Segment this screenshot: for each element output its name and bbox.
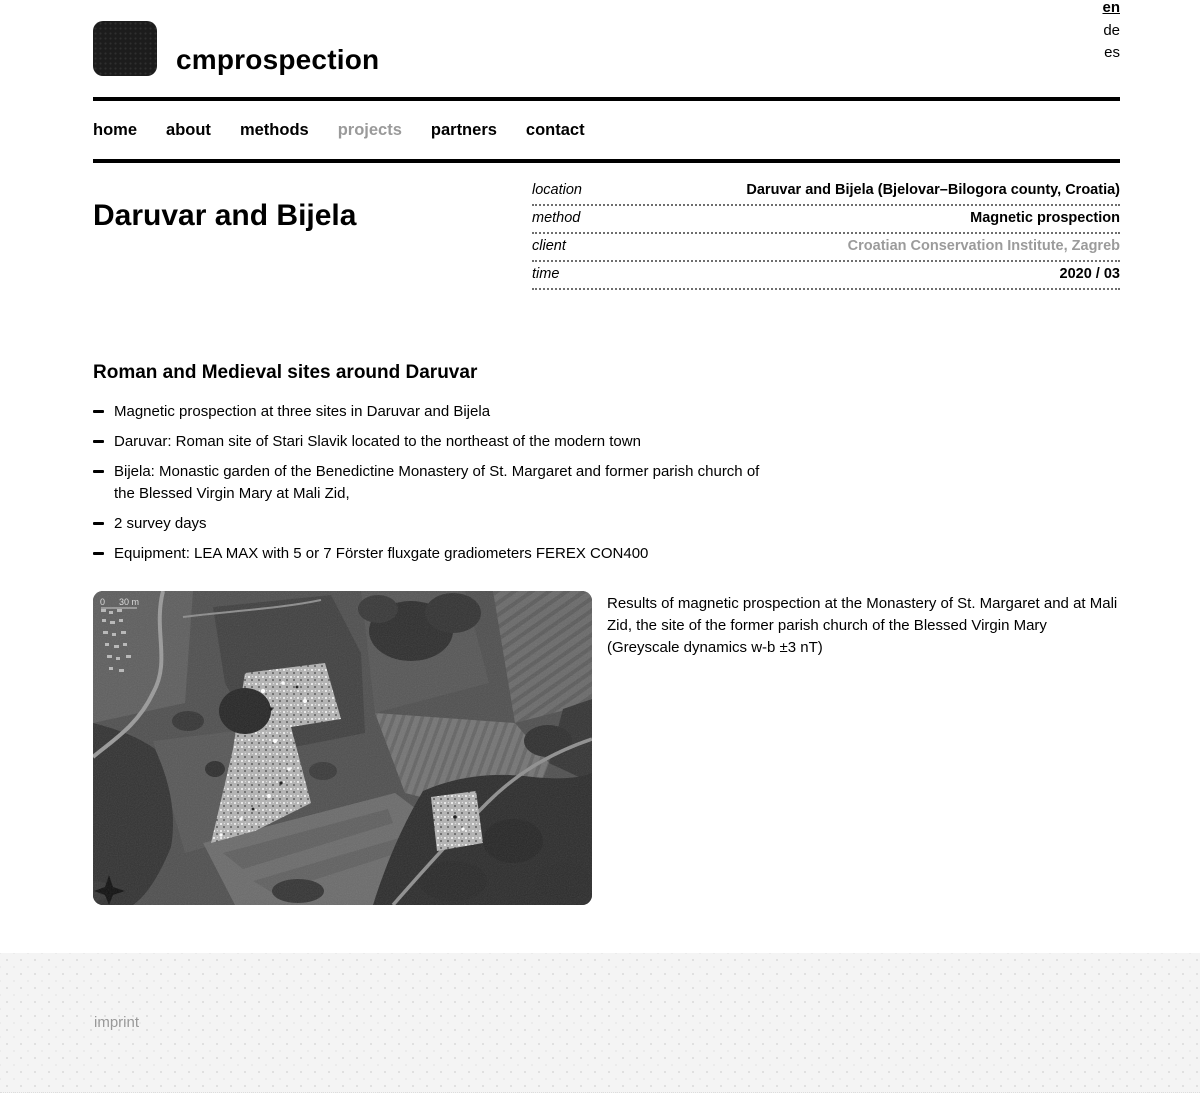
main-nav — [93, 101, 1120, 159]
detail-row-location — [532, 178, 1120, 206]
footer — [0, 953, 1200, 1093]
list-item-text: Daruvar: Roman site of Stari Slavik located to the northeast of the modern town — [114, 433, 641, 450]
nav-item-about[interactable]: about — [166, 120, 211, 139]
detail-value-location: Daruvar and Bijela (Bjelovar–Bilogora county, Croatia) — [746, 182, 1120, 198]
dash-bullet-icon — [93, 440, 104, 443]
imprint-link[interactable]: imprint — [94, 1014, 140, 1031]
detail-row-client — [532, 234, 1120, 262]
list-item — [93, 401, 773, 423]
detail-label: client — [532, 238, 566, 254]
detail-row-method — [532, 206, 1120, 234]
client-link[interactable]: Croatian Conservation Institute, Zagreb — [847, 238, 1120, 254]
dash-bullet-icon — [93, 522, 104, 525]
dash-bullet-icon — [93, 470, 104, 473]
list-item — [93, 461, 773, 505]
list-item — [93, 431, 773, 453]
nav-item-home[interactable]: home — [93, 120, 138, 139]
detail-label: location — [532, 182, 582, 198]
header — [93, 0, 1120, 76]
project-details-table — [532, 178, 1120, 290]
list-item-text: Bijela: Monastic garden of the Benedictine Monastery of St. Margaret and former parish church of the Blessed Virgin Mary at Mali Zid, — [114, 463, 760, 502]
site-logo[interactable] — [93, 21, 157, 76]
detail-label: time — [532, 266, 560, 282]
scale-distance-label: 30 m — [119, 597, 140, 607]
dash-bullet-icon — [93, 410, 104, 413]
list-item-text: Magnetic prospection at three sites in Daruvar and Bijela — [114, 403, 491, 420]
nav-item-partners[interactable]: partners — [430, 120, 497, 139]
list-item — [93, 513, 773, 535]
lang-es[interactable]: es — [1104, 44, 1120, 61]
project-head — [93, 178, 1120, 290]
figure-caption: Results of magnetic prospection at the Monastery of St. Margaret and at Mali Zid, the site of the former parish church of the Blessed Virgin Mary (Greyscale dynamics w-b ±3 nT) — [607, 595, 1118, 656]
nav-rule — [93, 159, 1120, 163]
section-heading: Roman and Medieval sites around Daruvar — [93, 362, 478, 383]
list-item-text: Equipment: LEA MAX with 5 or 7 Förster fluxgate gradiometers FEREX CON400 — [114, 545, 649, 562]
scale-zero-label: 0 — [100, 597, 106, 607]
detail-row-time — [532, 262, 1120, 290]
lang-de[interactable]: de — [1103, 21, 1120, 39]
dash-bullet-icon — [93, 552, 104, 555]
detail-value-time: 2020 / 03 — [1059, 266, 1120, 282]
nav-item-projects[interactable]: projects — [337, 120, 402, 139]
nav-item-contact[interactable]: contact — [525, 120, 585, 139]
page-title: Daruvar and Bijela — [93, 199, 357, 232]
bottom-spacer — [0, 1093, 1200, 1116]
list-item — [93, 543, 773, 565]
bullet-list — [93, 401, 1120, 565]
nav-item-methods[interactable]: methods — [239, 120, 309, 139]
detail-label: method — [532, 210, 581, 226]
site-title: cmprospection — [176, 44, 380, 75]
aerial-survey-image — [93, 591, 592, 905]
language-switcher — [1102, 0, 1120, 65]
lang-en[interactable]: en — [1102, 0, 1120, 16]
figure-row — [93, 591, 1120, 905]
detail-value-method: Magnetic prospection — [970, 210, 1120, 226]
project-description — [93, 362, 1120, 565]
list-item-text: 2 survey days — [114, 515, 207, 532]
